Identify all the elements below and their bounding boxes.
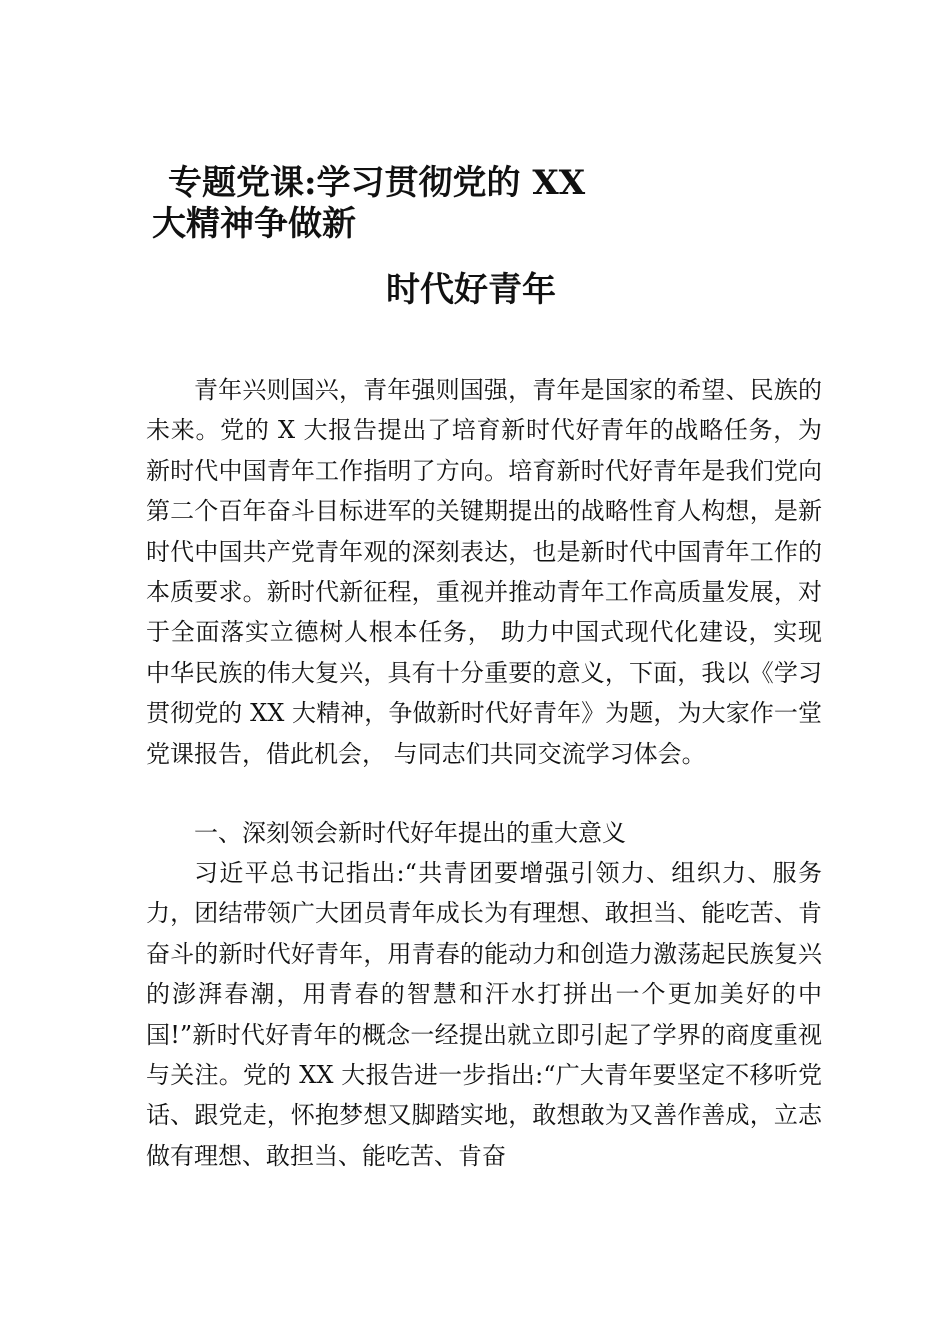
title-line-3: 时代好青年 [386,270,556,310]
title-line-2: 大精神争做新 [152,204,356,244]
paragraph-intro: 青年兴则国兴，青年强则国强，青年是国家的希望、民族的未来。党的 X 大报告提出了培育新时代好青年的战略任务，为新时代中国青年工作指明了方向。培育新时代好青年是我们党向第二个百年奋斗目标进军的关键期提出的战略性育人构想，是新时代中国共产党青年观的深刻表达，也是新时代中国青年工作的本质要求。新时代新征程，重视并推动青年工作高质量发展，对于全面落实立德树人根本任务， 助力中国式现代化建设，实现中华民族的伟大复兴，具有十分重要的意义，下面，我以《学习贯彻党的 XX 大精神，争做新时代好青年》为题，为大家作一堂党课报告，借此机会， 与同志们共同交流学习体会。 [146,376,822,768]
paragraph-quote: 习近平总书记指出:“共青团要增强引领力、组织力、服务力，团结带领广大团员青年成长为有理想、敢担当、能吃苦、肯奋斗的新时代好青年，用青春的能动力和创造力激荡起民族复兴的澎湃春潮，用青春的智慧和汗水打拼出一个更加美好的中国!”新时代好青年的概念一经提出就立即引起了学界的商度重视与关注。党的 XX 大报告进一步指出:“广大青年要坚定不移听党话、跟党走，怀抱梦想又脚踏实地，敢想敢为又善作善成，立志做有理想、敢担当、能吃苦、肯奋 [146,859,822,1170]
section-heading-1: 一、深刻领会新时代好年提出的重大意义 [194,819,626,847]
title-line-1: 专题党课:学习贯彻党的 XX [168,163,586,203]
